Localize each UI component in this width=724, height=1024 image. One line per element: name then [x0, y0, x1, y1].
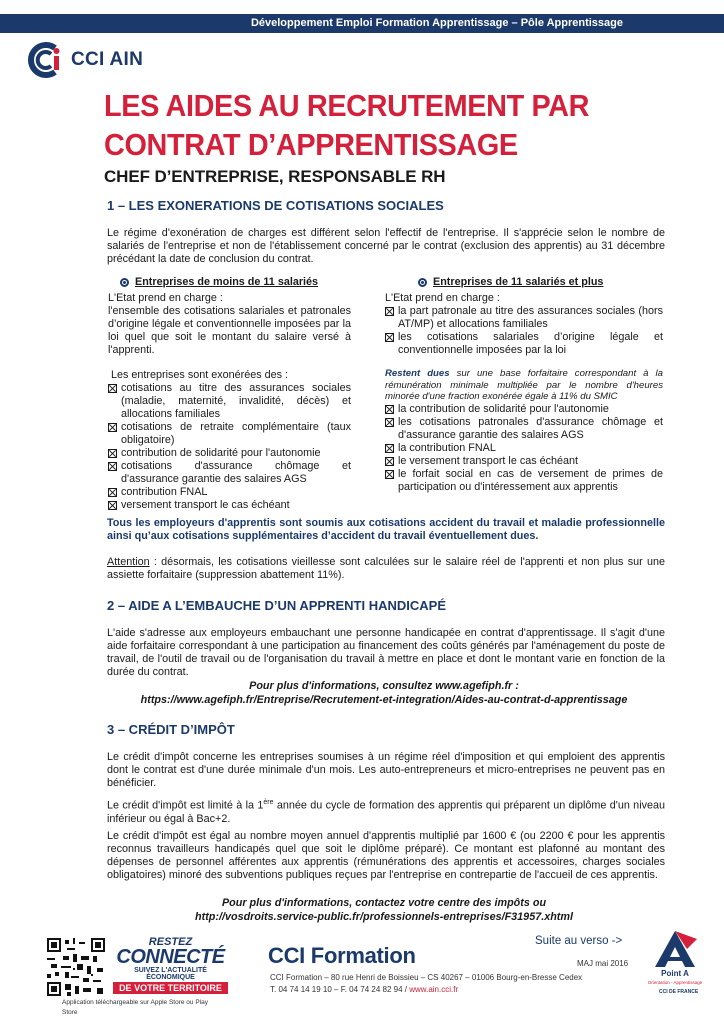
column-large-heading: Entreprises de 11 salariés et plus	[385, 276, 663, 289]
list-item: cotisations d'assurance chômage et d'assurance garantie des salaires AGS	[108, 460, 351, 486]
section-3-paragraph-2: Le crédit d'impôt est limité à la 1ère année du cycle de formation des apprentis qui préparent un diplôme d'un niveau inférieur ou égal à Bac+2.	[107, 799, 665, 825]
section-2-text: L'aide s'adresse aux employeurs embauchant une personne handicapée en contrat d'apprentissage. Il s'agit d'une aide forfaitaire correspondant à une participation au financement des coûts générés par l'aménagement du poste de travail, de l'outil de travail ou de l'organisation du travail à mettre en place et dont le montant varie en fonction de la durée du contrat.	[107, 627, 665, 678]
title-line-2: CONTRAT D’APPRENTISSAGE	[104, 127, 518, 162]
title-line-1: LES AIDES AU RECRUTEMENT PAR	[104, 88, 590, 123]
section-3-paragraph-1: Le crédit d'impôt concerne les entreprises soumises à un régime réel d'imposition et qui emploient des apprentis dont le contrat est d'une durée minimale d'un mois. Les auto-entrepreneurs et micro-entreprises ne peuvent pas en bénéficier.	[107, 751, 665, 789]
list-item: la contribution de solidarité pour l'autonomie	[385, 403, 663, 416]
page-title	[104, 86, 643, 164]
list-item: versement transport le cas échéant	[108, 499, 351, 512]
list-item: cotisations de retraite complémentaire (taux obligatoire)	[108, 421, 351, 447]
checkbox-cross-icon	[385, 470, 394, 479]
list-item: le forfait social en cas de versement de primes de participation ou d'intéressement aux apprentis	[385, 468, 663, 494]
qr-code-icon[interactable]	[47, 938, 105, 996]
list-item: la contribution FNAL	[385, 442, 663, 455]
checkbox-cross-icon	[385, 333, 394, 342]
section-2-heading: 2 – AIDE A L’EMBAUCHE D’UN APPRENTI HANDICAPÉ	[107, 598, 446, 613]
website-link[interactable]: www.ain.cci.fr	[409, 985, 459, 994]
cci-formation-address	[270, 972, 582, 996]
target-bullet-icon	[418, 278, 427, 287]
section-1-heading: 1 – LES EXONERATIONS DE COTISATIONS SOCIALES	[107, 198, 444, 213]
section-1-intro: Le régime d'exonération de charges est différent selon l'effectif de l'entreprise. Il s'apprécie selon le nombre de salariés de l'entreprise et non de l'établissement concerné par le contrat (exclusion des apprentis) au 31 décembre précédant la date de conclusion du contrat.	[107, 227, 665, 265]
column-large-companies	[385, 276, 663, 494]
list-item: cotisations au titre des assurances sociales (maladie, maternité, invalidité, décès) et allocations familiales	[108, 382, 351, 421]
section-2-info	[60, 679, 708, 707]
section-3-paragraph-3: Le crédit d'impôt est égal au nombre moyen annuel d'apprentis multiplié par 1600 € (ou 2200 € pour les apprentis reconnus travailleurs handicapés quel que soit le diplôme préparé). Ce montant est plafonné au montant des dépenses de personnel afférentes aux apprentis (rémunérations des apprentis et accessoires, charges sociales obligatoires) minoré des subventions publiques reçues par l'entreprise en contrepartie de l'accueil de ces apprentis.	[107, 830, 665, 881]
page-subtitle: CHEF D’ENTREPRISE, RESPONSABLE RH	[104, 167, 446, 186]
service-public-link[interactable]: http://vosdroits.service-public.fr/professionnels-entreprises/F31957.xhtml	[195, 911, 573, 923]
cci-ain-logo	[27, 42, 167, 78]
cci-formation-title: CCI Formation	[268, 943, 416, 968]
contact-line: T. 04 74 14 19 10 – F. 04 74 24 82 94 / www.ain.cci.fr	[270, 985, 459, 994]
address-line: CCI Formation – 80 rue Henri de Boissieu – CS 40267 – 01006 Bourg-en-Bresse Cedex	[270, 973, 583, 982]
cci-logo-icon	[27, 42, 63, 78]
remaining-dues-note: Restent dues sur une base forfaitaire correspondant à la rémunération minimale multipliée par le nombre d'heures minorée d'une fraction exonérée égale à 11% du SMIC	[385, 368, 663, 402]
attention-notice: Attention : désormais, les cotisations vieillesse sont calculées sur le salaire réel de l'apprenti et non plus sur une assiette forfaitaire (suppression abattement 11%).	[107, 556, 665, 581]
checkbox-cross-icon	[385, 418, 394, 427]
checkbox-cross-icon	[108, 449, 117, 458]
agefiph-link[interactable]: https://www.agefiph.fr/Entreprise/Recrutement-et-integration/Aides-au-contrat-d-apprentissage	[140, 694, 628, 706]
large-state-intro: L'Etat prend en charge :	[385, 292, 500, 304]
small-exonerated-intro: Les entreprises sont exonérées des :	[111, 369, 289, 381]
checkbox-cross-icon	[385, 307, 394, 316]
checkbox-cross-icon	[385, 457, 394, 466]
suivez-text: SUIVEZ L'ACTUALITÉ ÉCONOMIQUE	[134, 967, 207, 981]
section-3-heading: 3 – CRÉDIT D’IMPÔT	[107, 722, 235, 737]
header-band: Développement Emploi Formation Apprentissage – Pôle Apprentissage	[0, 14, 724, 33]
cci-france-text: CCI DE FRANCE	[659, 989, 699, 995]
small-state-intro: L'Etat prend en charge :	[108, 292, 223, 304]
point-a-logo	[645, 929, 705, 999]
list-item: le versement transport le cas échéant	[385, 455, 663, 468]
list-item: les cotisations salariales d’origine légale et conventionnelle imposées par la loi	[385, 331, 663, 357]
list-item: contribution FNAL	[108, 486, 351, 499]
section-2-info-line-1: Pour plus d'informations, consultez www.agefiph.fr :	[249, 680, 519, 692]
small-state-text: l'ensemble des cotisations salariales et patronales d’origine légale et conventionnelle imposées par la loi quel que soit le montant du salaire versé à l'apprenti.	[108, 305, 351, 356]
checkbox-cross-icon	[108, 501, 117, 510]
restez-connecte-badge	[113, 936, 228, 996]
point-a-subtitle: Orientation - Apprentissage	[647, 980, 703, 985]
connecte-text: CONNECTÉ	[116, 946, 225, 968]
logo-text: CCI AIN	[71, 49, 144, 70]
point-a-icon	[645, 929, 705, 969]
section-3-info	[60, 896, 708, 924]
restez-text: RESTEZ	[148, 936, 193, 948]
column-small-heading: Entreprises de moins de 11 salariés	[108, 276, 351, 289]
app-download-note: Application téléchargeable sur Apple Store ou Play Store	[62, 999, 208, 1016]
section-3-info-line-1: Pour plus d'informations, contactez votre centre des impôts ou	[221, 897, 547, 909]
attention-label: Attention	[107, 556, 150, 568]
column-small-companies	[108, 276, 351, 512]
territoire-text: DE VOTRE TERRITOIRE	[113, 982, 228, 994]
point-a-title: Point A	[661, 969, 689, 978]
list-item: les cotisations patronales d'assurance chômage et d'assurance garantie des salaires AGS	[385, 416, 663, 442]
checkbox-cross-icon	[108, 462, 117, 471]
continued-overleaf: Suite au verso ->	[535, 935, 623, 947]
checkbox-cross-icon	[108, 423, 117, 432]
all-employers-notice: Tous les employeurs d'apprentis sont soumis aux cotisations accident du travail et maladie professionnelle ainsi qu’aux cotisations supplémentaires d’accident du travail éventuellement dues.	[107, 517, 665, 542]
list-item: la part patronale au titre des assurances sociales (hors AT/MP) et allocations familiales	[385, 305, 663, 331]
checkbox-cross-icon	[385, 444, 394, 453]
checkbox-cross-icon	[385, 405, 394, 414]
checkbox-cross-icon	[108, 384, 117, 393]
checkbox-cross-icon	[108, 488, 117, 497]
target-bullet-icon	[120, 278, 129, 287]
update-date: MAJ mai 2016	[577, 959, 629, 968]
list-item: contribution de solidarité pour l'autonomie	[108, 447, 351, 460]
